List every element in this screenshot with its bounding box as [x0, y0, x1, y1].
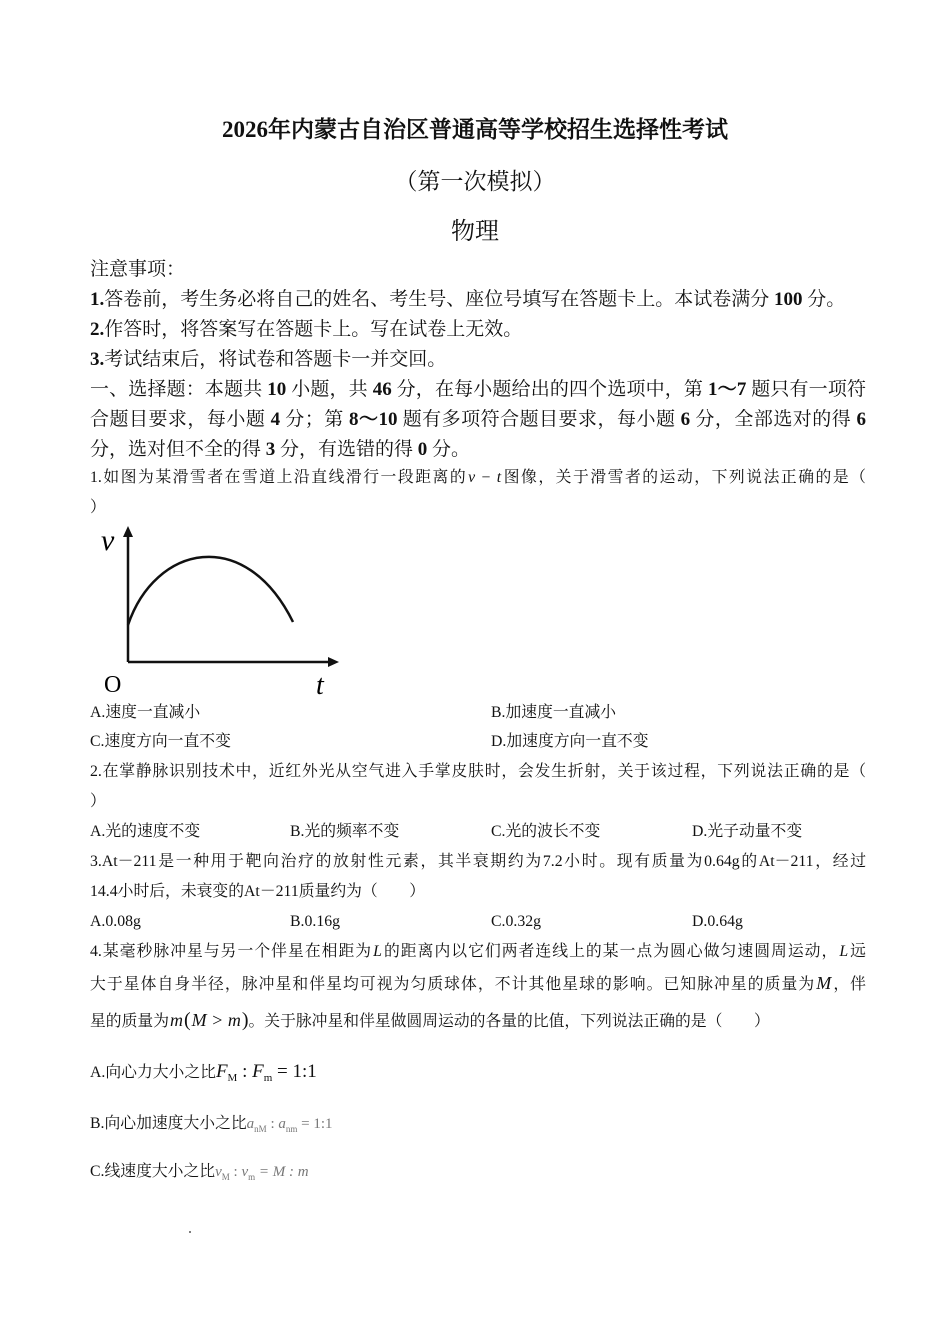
- q1-option-d: D.加速度方向一直不变: [491, 733, 649, 750]
- stem-text: 1.如图为某滑雪者在雪道上沿直线滑行一段距离的: [90, 469, 468, 486]
- math-m-lower: m: [170, 1010, 183, 1030]
- question-1-stem-end: ）: [90, 499, 106, 516]
- full-score: 100: [774, 289, 803, 310]
- q1-option-a: A.速度一直减小: [90, 704, 201, 721]
- text: 一、选择题：本题共: [90, 379, 263, 400]
- text: ～: [717, 379, 737, 400]
- math-var: a: [278, 1116, 286, 1132]
- x-axis-label: t: [316, 670, 324, 701]
- stem-text: 。关于脉冲星和伴星做圆周运动的各量的比值，下列说法正确的是（ ）: [248, 1013, 770, 1030]
- q2-option-a: A.光的速度不变: [90, 823, 201, 840]
- exam-year: 2026: [222, 117, 268, 142]
- math-sub: nM: [254, 1124, 267, 1134]
- text: ～: [358, 409, 379, 430]
- q1-option-c: C.速度方向一直不变: [90, 733, 231, 750]
- text: 题有多项符合题目要求，每小题: [402, 409, 676, 430]
- stem-text: 图像，关于滑雪者的运动，下列说法正确的是（: [502, 469, 866, 486]
- math-var: a: [246, 1116, 255, 1132]
- notice-item-3: [90, 347, 446, 373]
- notice-item-text: 作答时，将答案写在答题卡上。写在试卷上无效。: [104, 319, 523, 340]
- number: 8: [348, 409, 359, 430]
- math-sub: m: [263, 1072, 273, 1084]
- math-sub: M: [221, 1172, 230, 1182]
- number: 3: [265, 439, 276, 460]
- vt-graph: [95, 520, 355, 705]
- number: 46: [372, 379, 392, 400]
- math-l: L: [373, 943, 382, 960]
- text: 分，选对但不全的得: [90, 439, 262, 460]
- option-math: [247, 1116, 333, 1132]
- math-sub: m: [248, 1172, 256, 1182]
- q3-option-c: C.0.32g: [491, 913, 542, 930]
- math-sep: :: [237, 1061, 253, 1082]
- section-instructions-line-3: [90, 437, 470, 463]
- math-condition: M > m: [191, 1010, 241, 1030]
- number: 6: [856, 409, 866, 430]
- y-axis-arrow-icon: [123, 526, 133, 537]
- question-2-stem-end: ）: [90, 793, 106, 810]
- question-1-stem: [90, 465, 866, 491]
- option-label: B.向心加速度大小之比: [90, 1115, 247, 1132]
- question-4-stem-line-2: [90, 970, 866, 998]
- option-label: C.线速度大小之比: [90, 1163, 216, 1180]
- math-sep: :: [266, 1116, 279, 1132]
- math-sub: nm: [285, 1124, 298, 1134]
- math-m-upper: M: [816, 973, 832, 993]
- subject-title: 物理: [451, 219, 499, 245]
- q3-option-d: D.0.64g: [692, 913, 743, 930]
- math-var: F: [215, 1061, 228, 1082]
- math-var: v: [241, 1164, 249, 1180]
- q2-option-c: C.光的波长不变: [491, 823, 601, 840]
- number: 1: [708, 379, 718, 400]
- math-paren: ): [241, 1009, 249, 1031]
- x-axis-arrow-icon: [328, 657, 339, 667]
- math-sub: M: [227, 1072, 238, 1084]
- q4-option-c: [90, 1156, 309, 1193]
- q4-option-b: [90, 1108, 333, 1145]
- math-vt: v − t: [468, 469, 502, 486]
- question-2-stem: 2.在掌静脉识别技术中，近红外光从空气进入手掌皮肤时，会发生折射，关于该过程，下列说法正确的是（: [90, 763, 866, 780]
- stem-text: 远: [849, 943, 866, 960]
- notice-item-1: [90, 287, 845, 313]
- question-4-stem-line-1: [90, 939, 866, 965]
- number: 4: [270, 409, 281, 430]
- stem-text: 大于星体自身半径，脉冲星和伴星均可视为匀质球体，不计其他星球的影响。已知脉冲星的质量为: [90, 976, 816, 993]
- q3-option-b: B.0.16g: [290, 913, 341, 930]
- number: 0: [417, 439, 428, 460]
- option-math: [216, 1061, 317, 1082]
- notice-item-text: 答卷前，考生务必将自己的姓名、考生号、座位号填写在答题卡上。本试卷满分: [104, 289, 770, 310]
- number: 10: [267, 379, 287, 400]
- question-3-stem-end: 14.4小时后，未衰变的At－211质量约为（ ）: [90, 883, 426, 900]
- q2-option-d: D.光子动量不变: [692, 823, 803, 840]
- number: 10: [378, 409, 398, 430]
- section-instructions-line-2: [90, 407, 866, 433]
- math-l: L: [839, 943, 849, 960]
- notice-item-text: 分。: [807, 289, 846, 310]
- text: 分，全部选对的得: [695, 409, 852, 430]
- stem-text: 4.某毫秒脉冲星与另一个伴星在相距为: [90, 943, 373, 960]
- notice-item-2: [90, 317, 522, 343]
- math-rhs: = 1:1: [297, 1116, 333, 1132]
- notice-item-number: 1.: [90, 289, 105, 310]
- stray-mark: [189, 1231, 191, 1233]
- notice-item-text: 考试结束后，将试卷和答题卡一并交回。: [104, 349, 447, 370]
- text: 小题，共: [291, 379, 368, 400]
- q1-option-b: B.加速度一直减小: [491, 704, 617, 721]
- origin-label: O: [104, 672, 122, 698]
- q2-option-b: B.光的频率不变: [290, 823, 400, 840]
- option-math: [215, 1164, 309, 1180]
- stem-text: 的距离内以它们两者连线上的某一点为圆心做匀速圆周运动，: [382, 943, 839, 960]
- math-rhs: = M : m: [255, 1164, 309, 1180]
- stem-text: 星的质量为: [90, 1013, 169, 1030]
- math-sep: :: [229, 1164, 242, 1180]
- text: 分。: [432, 439, 471, 460]
- option-label: A.向心力大小之比: [90, 1064, 216, 1081]
- y-axis-label: v: [101, 524, 115, 557]
- notice-item-number: 2.: [90, 319, 105, 340]
- stem-text: ，伴: [832, 976, 866, 993]
- q3-option-a: A.0.08g: [90, 913, 141, 930]
- exam-title-text: 年内蒙古自治区普通高等学校招生选择性考试: [268, 117, 728, 142]
- exam-subtitle: （第一次模拟）: [394, 169, 556, 194]
- exam-title: [0, 114, 950, 146]
- text: 分，在每小题给出的四个选项中，第: [396, 379, 704, 400]
- math-var: v: [215, 1164, 222, 1180]
- text: 题只有一项符: [751, 379, 866, 400]
- number: 7: [736, 379, 747, 400]
- math-rhs: = 1:1: [272, 1061, 317, 1082]
- math-paren: (: [184, 1009, 191, 1031]
- notice-item-number: 3.: [90, 349, 105, 370]
- text: 分，有选错的得: [280, 439, 414, 460]
- section-instructions-line-1: [90, 377, 866, 403]
- velocity-curve: [128, 557, 293, 625]
- notice-heading: 注意事项：: [90, 259, 186, 280]
- question-3-stem: 3.At－211是一种用于靶向治疗的放射性元素，其半衰期约为7.2小时。现有质量为0.64g的At－211，经过: [90, 853, 866, 870]
- text: 分；第: [285, 409, 344, 430]
- math-var: F: [252, 1061, 264, 1082]
- question-4-stem-line-3: [90, 1005, 770, 1037]
- number: 6: [680, 409, 691, 430]
- q4-option-a: [90, 1056, 317, 1094]
- text: 合题目要求，每小题: [90, 409, 266, 430]
